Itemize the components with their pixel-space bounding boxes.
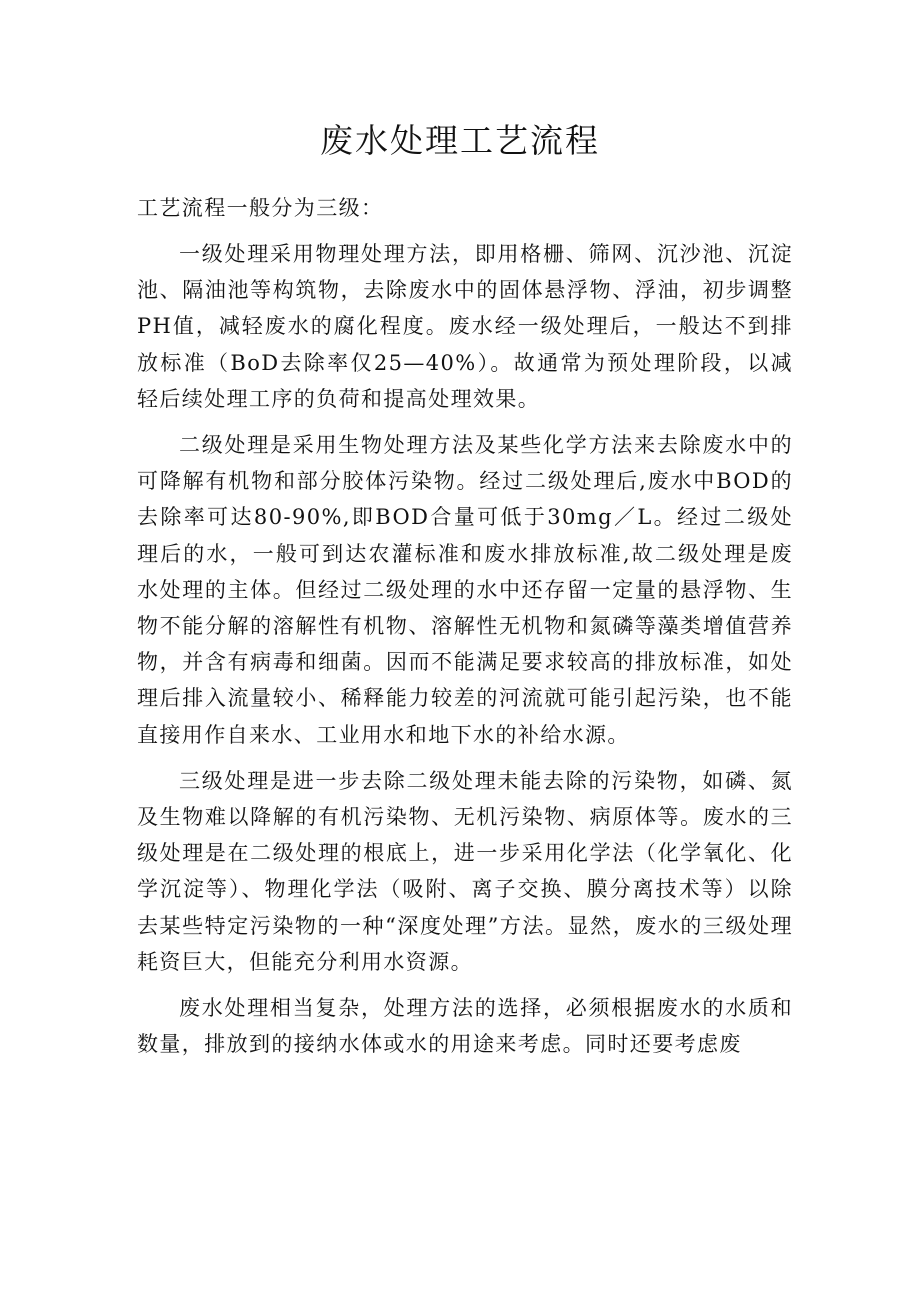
paragraph-method-selection: 废水处理相当复杂，处理方法的选择，必须根据废水的水质和数量，排放到的接纳水体或水的用途来考虑。同时还要考虑废 bbox=[137, 996, 793, 1057]
intro-line: 工艺流程一般分为三级： bbox=[137, 196, 384, 220]
document-body bbox=[137, 190, 793, 1072]
document-title: 废水处理工艺流程 bbox=[320, 121, 600, 160]
paragraph-primary-treatment: 一级处理采用物理处理方法，即用格栅、筛网、沉沙池、沉淀池、隔油池等构筑物，去除废水中的固体悬浮物、浮油，初步调整PH值，减轻废水的腐化程度。废水经一级处理后，一般达不到排放标准（BoD去除率仅25—40%）。故通常为预处理阶段，以减轻后续处理工序的负荷和提高处理效果。 bbox=[137, 242, 793, 411]
paragraph-tertiary-treatment: 三级处理是进一步去除二级处理未能去除的污染物，如磷、氮及生物难以降解的有机污染物、无机污染物、病原体等。废水的三级处理是在二级处理的根底上，进一步采用化学法（化学氧化、化学沉淀等）、物理化学法（吸附、离子交换、膜分离技术等）以除去某些特定污染物的一种“深度处理”方法。显然，废水的三级处理耗资巨大，但能充分利用水资源。 bbox=[137, 768, 793, 974]
paragraph-secondary-treatment: 二级处理是采用生物处理方法及某些化学方法来去除废水中的可降解有机物和部分胶体污染物。经过二级处理后,废水中BOD的去除率可达80-90%,即BOD合量可低于30mg／L。经过二级处理后的水，一般可到达农灌标准和废水排放标准,故二级处理是废水处理的主体。但经过二级处理的水中还存留一定量的悬浮物、生物不能分解的溶解性有机物、溶解性无机物和氮磷等藻类增值营养物，并含有病毒和细菌。因而不能满足要求较高的排放标准，如处理后排入流量较小、稀释能力较差的河流就可能引起污染，也不能直接用作自来水、工业用水和地下水的补给水源。 bbox=[137, 433, 793, 747]
